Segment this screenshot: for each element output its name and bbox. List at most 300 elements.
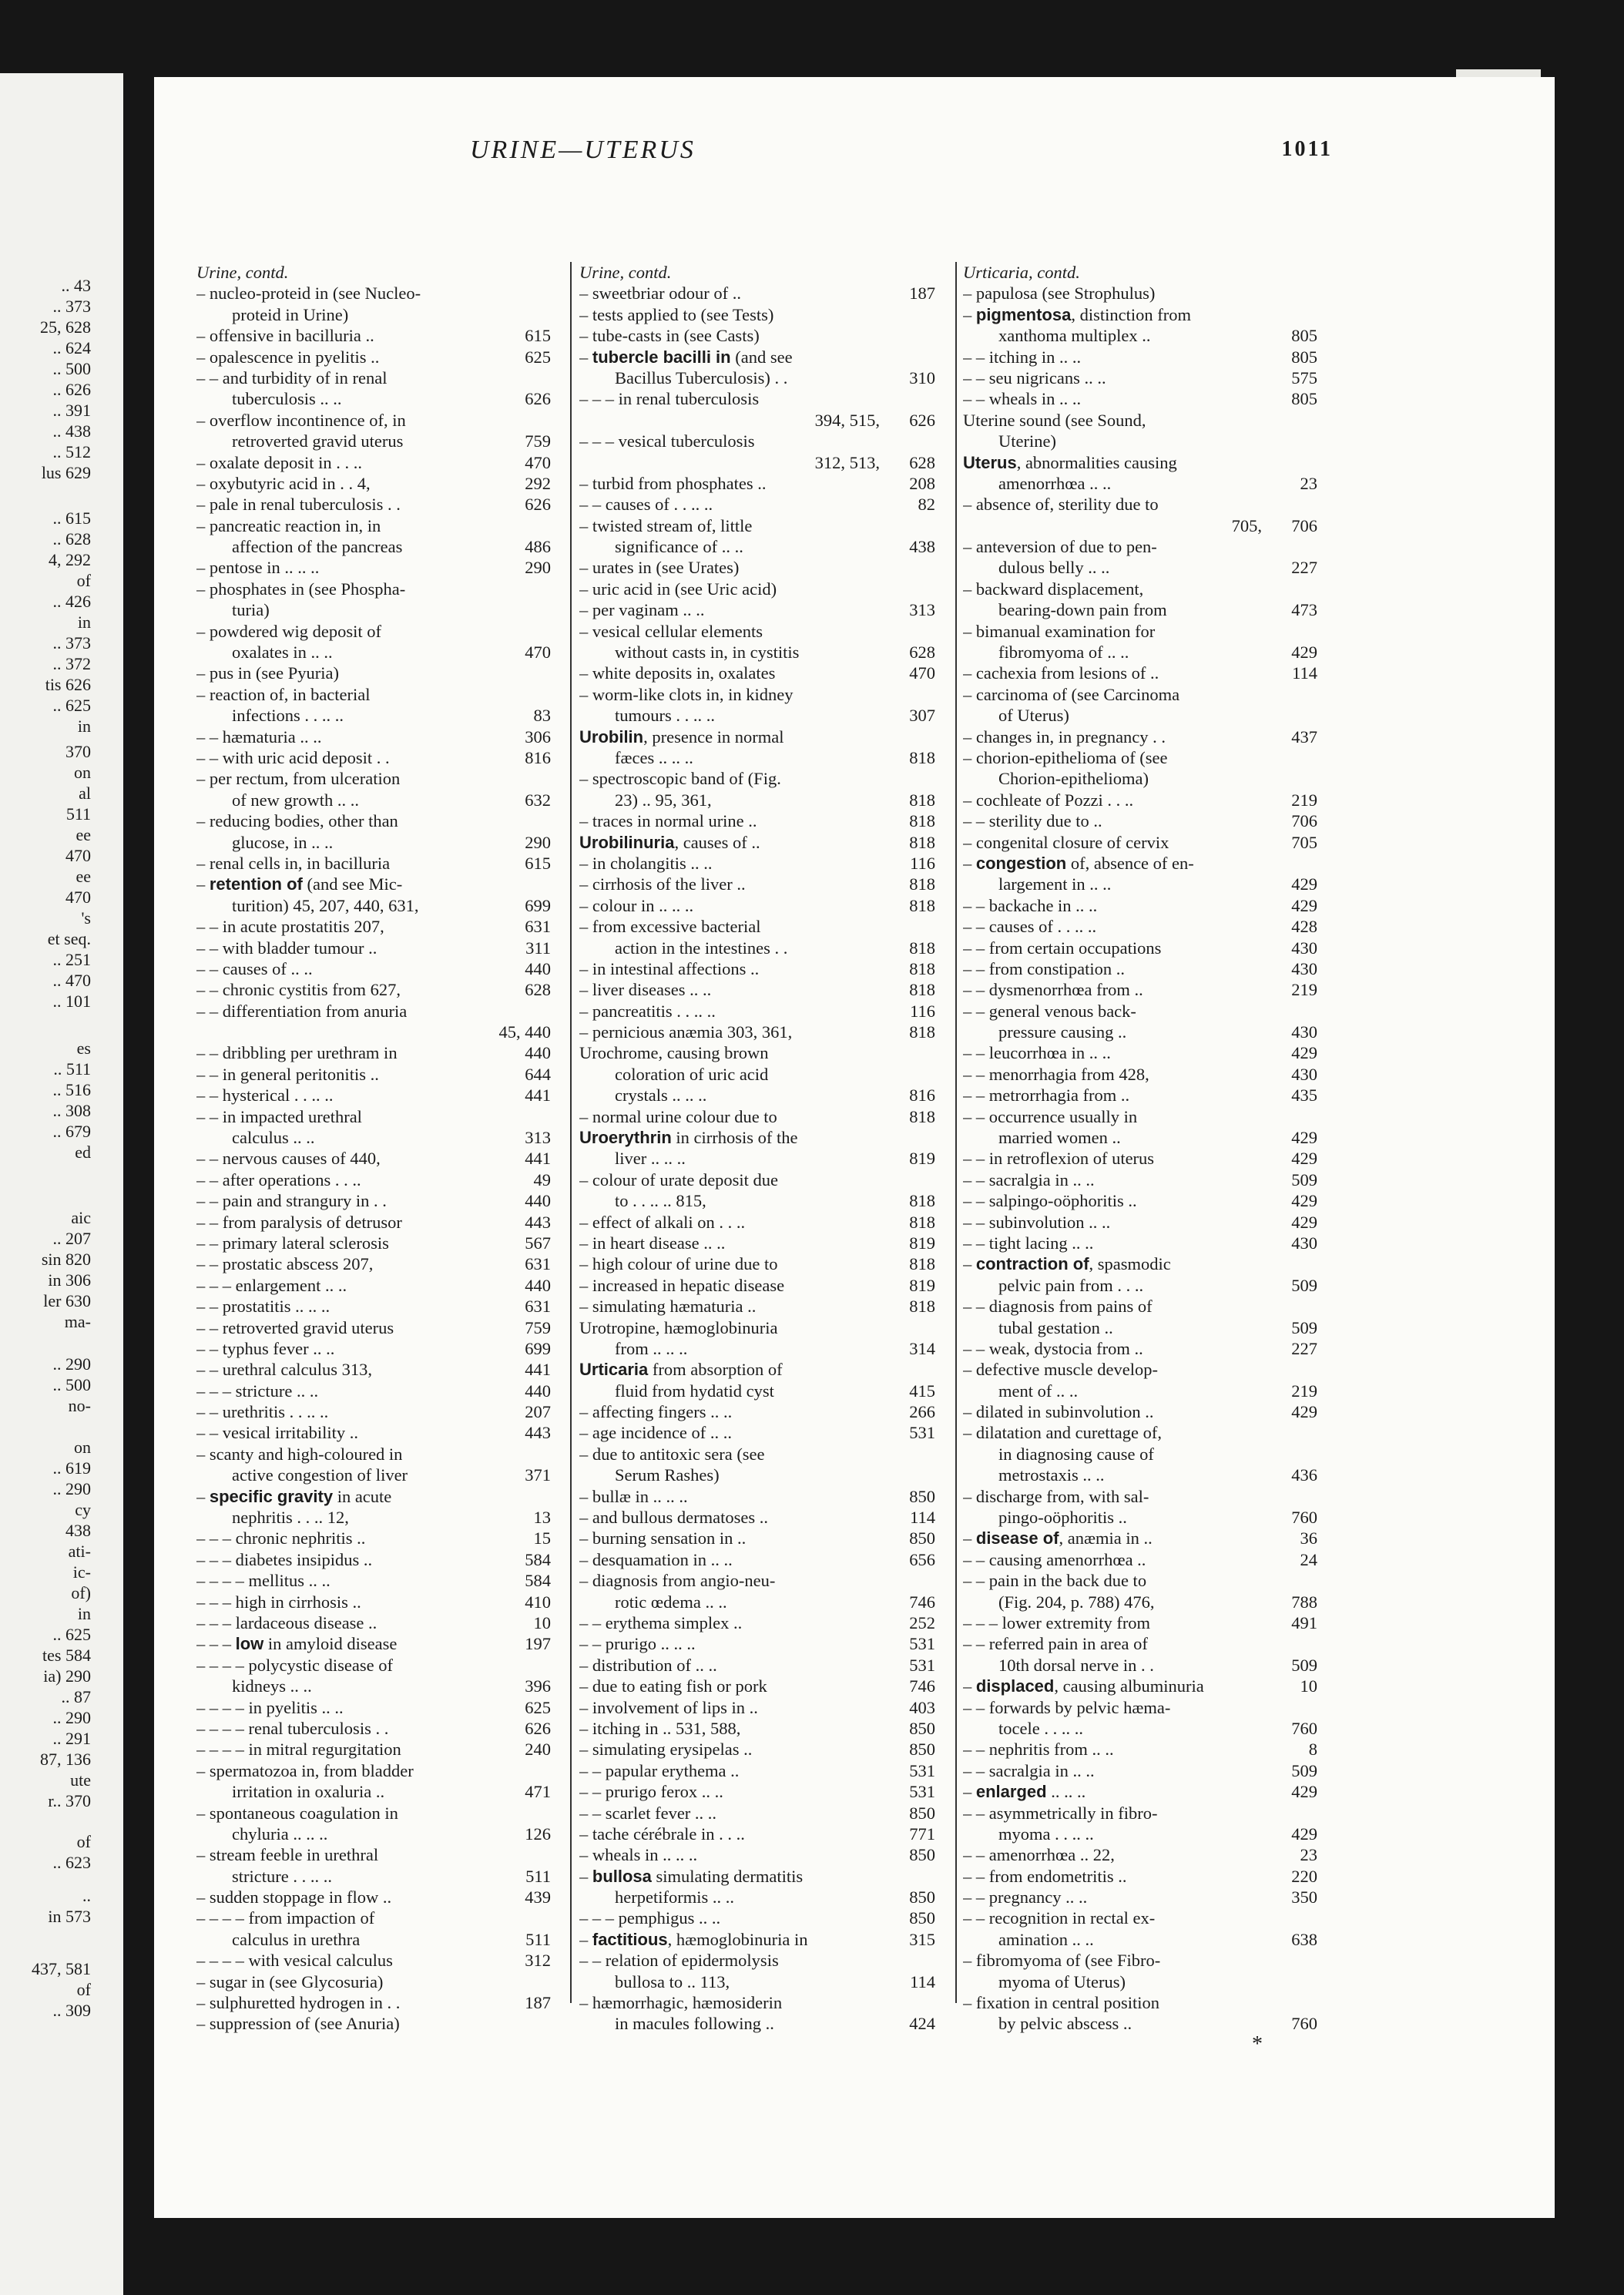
entry-text: – – – – polycystic disease of [196,1655,393,1675]
entry-text: – simulating hæmaturia .. [579,1297,757,1317]
entry-text: in diagnosing cause of [998,1444,1154,1464]
entry-text: – – – enlargement .. .. [196,1275,347,1295]
entry-page-ref: 429 [1291,1191,1317,1211]
entry-text: – – – pemphigus .. .. [579,1908,721,1928]
entry-text: – – causes of . . .. .. [963,917,1097,937]
entry-text: – normal urine colour due to [579,1106,777,1126]
index-entry [196,1106,551,1127]
index-entry [579,790,935,810]
entry-text: – cochleate of Pozzi . . .. [963,790,1134,810]
entry-text: – – diagnosis from pains of [963,1297,1153,1317]
prev-page-fragment: 4, 292 [49,550,91,569]
entry-text: – – sacralgia in .. .. [963,1760,1095,1780]
entry-page-ref: 8 [1308,1740,1317,1760]
entry-text: to . . .. .. 815, [615,1191,706,1211]
entry-page-ref: 531 [909,1655,935,1675]
index-entry [196,1022,551,1042]
entry-text: Urobilin, presence in normal [579,726,784,747]
entry-page-ref: 819 [909,1233,935,1253]
index-entry [196,388,551,409]
entry-page-ref: 429 [1291,874,1317,894]
entry-text: tuberculosis .. .. [232,389,342,409]
entry-page-ref: 818 [909,895,935,915]
index-entry [963,388,1317,409]
prev-page-fragment: .. 623 [52,1853,91,1872]
prev-page-fragment: ma- [64,1312,91,1331]
entry-text: – – causes of .. .. [196,958,313,978]
index-entry [579,1803,935,1824]
index-entry [963,790,1317,810]
prev-page-fragment: .. 626 [52,380,91,399]
entry-page-ref: 584 [525,1571,551,1591]
entry-text: – burning sensation in .. [579,1528,747,1548]
index-entry [963,452,1317,473]
entry-text: – effect of alkali on . . .. [579,1212,746,1232]
entry-text: – discharge from, with sal- [963,1486,1149,1506]
index-entry [196,515,551,536]
continued-heading [579,262,935,283]
entry-text: – fibromyoma of (see Fibro- [963,1951,1161,1971]
entry-text: liver .. .. .. [615,1149,686,1169]
entry-page-ref: 615 [525,326,551,346]
index-entry [196,1042,551,1063]
entry-text: pelvic pain from . . .. [998,1275,1144,1295]
entry-text: – – – high in cirrhosis .. [196,1592,361,1612]
entry-text: – – wheals in .. .. [963,389,1082,409]
index-entry [196,1570,551,1591]
entry-page-ref: 219 [1291,980,1317,1000]
continued-heading-text: Urine, contd. [196,263,289,282]
index-entry [963,768,1317,789]
prev-page-fragment: 87, 136 [40,1750,91,1769]
entry-text: chyluria .. .. .. [232,1824,328,1844]
entry-text: – bullæ in .. .. .. [579,1486,688,1506]
entry-text: rotic œdema .. .. [615,1592,727,1612]
index-entry [196,1169,551,1190]
entry-text: Uroerythrin in cirrhosis of the [579,1128,798,1148]
entry-text: – nucleo-proteid in (see Nucleo- [196,284,421,304]
index-entry [196,916,551,937]
entry-text: – – – chronic nephritis .. [196,1528,366,1548]
entry-page-ref: 49 [533,1169,551,1189]
entry-text: – – – – from impaction of [196,1908,375,1928]
index-entry [963,1570,1317,1591]
index-entry [196,557,551,578]
index-entry [579,1612,935,1633]
index-entry [579,938,935,958]
entry-text: married women .. [998,1128,1121,1148]
index-entry [196,832,551,853]
prev-page-fragment: tis 626 [45,675,91,694]
index-entry [196,579,551,599]
index-entry [196,1401,551,1422]
prev-page-fragment: cy [75,1500,91,1519]
index-entry [579,874,935,894]
entry-text: – contraction of, spasmodic [963,1254,1171,1274]
entry-page-ref: 656 [909,1549,935,1569]
entry-page-ref: 638 [1291,1929,1317,1949]
index-entry [579,1844,935,1865]
entry-text: tubal gestation .. [998,1317,1113,1337]
prev-page-fragment: of [76,1832,91,1851]
prev-page-fragment: sin 820 [41,1250,91,1269]
prev-page-fragment: in 573 [48,1907,91,1926]
index-entry [963,1422,1317,1443]
entry-text: – scanty and high-coloured in [196,1444,403,1464]
index-entry [196,325,551,346]
entry-text: – hæmorrhagic, hæmosiderin [579,1993,783,2013]
prev-page-fragment: .. 372 [52,654,91,673]
index-entry [196,1001,551,1022]
entry-text: – in cholangitis .. .. [579,853,713,873]
entry-page-ref: 10 [1300,1676,1317,1696]
entry-page-ref: 509 [1291,1169,1317,1189]
index-entry [963,979,1317,1000]
prev-page-fragment: r.. 370 [48,1791,91,1810]
index-entry [196,1633,551,1654]
entry-page-ref: 511 [525,1929,551,1949]
entry-page-ref: 850 [909,1845,935,1865]
prev-page-fragment: .. 470 [52,971,91,990]
index-entry [579,1401,935,1422]
entry-text: proteid in Urine) [232,304,349,324]
index-entry [579,304,935,325]
index-entry [579,705,935,726]
entry-text: Urobilinuria, causes of .. [579,832,760,852]
index-entry [963,1592,1317,1612]
index-entry [579,1486,935,1507]
index-entry [963,1697,1317,1718]
entry-text: – pigmentosa, distinction from [963,304,1191,324]
index-entry [579,388,935,409]
entry-text: turition) 45, 207, 440, 631, [232,895,419,915]
entry-page-ref: 114 [910,1508,935,1528]
prev-page-fragment: in [77,612,91,632]
entry-text: – – backache in .. .. [963,895,1098,915]
entry-page-ref: 440 [525,958,551,978]
index-entry [196,705,551,726]
index-entry [963,1824,1317,1844]
entry-page-ref: 429 [1291,1128,1317,1148]
entry-page-ref: 312 [525,1951,551,1971]
entry-text: fibromyoma of .. .. [998,643,1129,663]
index-entry [963,1233,1317,1253]
entry-text: – – erythema simplex .. [579,1613,743,1632]
index-entry [963,1803,1317,1824]
index-entry [963,1022,1317,1042]
entry-page-ref: 818 [909,980,935,1000]
entry-page-ref: 788 [1291,1592,1317,1612]
page-title: URINE—UTERUS [470,136,696,164]
index-entry [579,1549,935,1570]
prev-page-fragment: .. 625 [52,1625,91,1644]
entry-text: – displaced, causing albuminuria [963,1676,1204,1696]
entry-text: – – chronic cystitis from 627, [196,980,401,1000]
prev-page-fragment: .. 426 [52,592,91,611]
index-entry [579,1760,935,1781]
index-entry [196,1064,551,1085]
index-entry [196,1465,551,1485]
index-entry [579,1106,935,1127]
prev-page-fragment: of) [71,1583,91,1602]
prev-page-fragment: no- [68,1396,91,1415]
index-entry [963,304,1317,325]
index-entry [196,874,551,894]
index-entry [963,325,1317,346]
index-entry [196,1697,551,1718]
index-entry [579,1275,935,1296]
index-entry [579,1190,935,1211]
entry-page-ref: 805 [1291,326,1317,346]
entry-page-ref: 760 [1291,2014,1317,2034]
prev-page-fragment: 's [81,908,91,928]
previous-page-edge [0,73,123,2295]
index-entry [579,599,935,620]
index-entry [196,1866,551,1887]
entry-text: – uric acid in (see Uric acid) [579,579,777,599]
entry-text: coloration of uric acid [615,1064,769,1084]
entry-page-ref: 746 [909,1592,935,1612]
index-entry [963,1866,1317,1887]
entry-page-ref: 818 [909,790,935,810]
entry-page-ref: 187 [909,284,935,304]
entry-text: – disease of, anæmia in .. [963,1528,1153,1548]
entry-text: – simulating erysipelas .. [579,1740,753,1760]
entry-page-ref: 699 [525,895,551,915]
index-entry [963,1781,1317,1802]
index-entry [579,579,935,599]
index-entry [196,938,551,958]
entry-text: – – weak, dystocia from .. [963,1338,1143,1358]
index-entry [579,452,935,473]
entry-text: – – from endometritis .. [963,1866,1127,1886]
entry-page-ref: 219 [1291,1381,1317,1401]
entry-page-ref: 371 [525,1465,551,1485]
index-entry [579,1042,935,1063]
prev-page-fragment: .. 624 [52,338,91,357]
entry-text: – urates in (see Urates) [579,558,740,578]
index-entry [579,1253,935,1274]
entry-page-ref: 531 [909,1782,935,1802]
entry-page-ref: 307 [909,706,935,726]
index-entry [579,1317,935,1338]
entry-page-ref: 818 [909,958,935,978]
entry-page-ref: 430 [1291,1022,1317,1042]
index-entry [579,367,935,388]
entry-text: – spectroscopic band of (Fig. [579,769,781,789]
prev-page-fragment: in [77,1604,91,1623]
entry-text: – – – diabetes insipidus .. [196,1549,373,1569]
index-entry [963,1739,1317,1760]
entry-text: Chorion-epithelioma) [998,769,1149,789]
index-entry [196,1844,551,1865]
entry-page-ref: 531 [909,1760,935,1780]
index-entry [963,1064,1317,1085]
prev-page-fragment: in 306 [48,1270,91,1290]
entry-text: myoma of Uterus) [998,1971,1126,1991]
entry-page-ref: 290 [525,558,551,578]
entry-text: – per rectum, from ulceration [196,769,401,789]
entry-text: – – – lardaceous disease .. [196,1613,377,1632]
index-entry [579,642,935,663]
entry-text: 394, 515, [814,410,880,430]
entry-page-ref: 187 [525,1993,551,2013]
index-entry [196,1592,551,1612]
entry-page-ref: 818 [909,1106,935,1126]
entry-text: – sugar in (see Glycosuria) [196,1971,384,1991]
entry-page-ref: 441 [525,1360,551,1380]
entry-text: of new growth .. .. [232,790,359,810]
entry-page-ref: 266 [909,1402,935,1422]
entry-page-ref: 440 [525,1381,551,1401]
entry-text: – worm-like clots in, in kidney [579,684,794,704]
index-entry [196,367,551,388]
index-entry [963,557,1317,578]
entry-text: – specific gravity in acute [196,1486,392,1506]
entry-text: – – prostatitis .. .. .. [196,1297,331,1317]
entry-text: dulous belly .. .. [998,558,1110,578]
index-entry [579,1085,935,1106]
entry-page-ref: 424 [909,2014,935,2034]
entry-page-ref: 306 [525,726,551,747]
index-entry [579,347,935,367]
entry-text: – – in retroflexion of uterus [963,1149,1155,1169]
index-entry [963,1950,1317,1971]
index-entry [963,1971,1317,1992]
entry-text: Urticaria from absorption of [579,1360,783,1380]
entry-text: – age incidence of .. .. [579,1423,733,1443]
entry-text: – colour in .. .. .. [579,895,694,915]
entry-text: – cirrhosis of the liver .. [579,874,746,894]
index-entry [963,1190,1317,1211]
index-entry [196,1381,551,1401]
index-entry [579,536,935,557]
entry-page-ref: 509 [1291,1317,1317,1337]
index-entry [196,1992,551,2013]
entry-text: bullosa to .. 113, [615,1971,730,1991]
entry-page-ref: 440 [525,1043,551,1063]
entry-text: – high colour of urine due to [579,1254,778,1274]
entry-page-ref: 440 [525,1275,551,1295]
entry-text: – carcinoma of (see Carcinoma [963,684,1180,704]
entry-page-ref: 197 [525,1634,551,1654]
index-entry [963,621,1317,642]
entry-text: – – urethritis . . .. .. [196,1402,329,1422]
prev-page-fragment: .. 679 [52,1122,91,1141]
entry-text: – – – – in mitral regurgitation [196,1740,401,1760]
index-entry [579,895,935,916]
index-entry [579,1507,935,1528]
index-entry [196,1212,551,1233]
entry-page-ref: 430 [1291,938,1317,958]
prev-page-fragment: .. 87 [61,1687,91,1706]
entry-page-ref: 438 [909,537,935,557]
entry-page-ref: 436 [1291,1465,1317,1485]
index-entry [579,1022,935,1042]
index-entry [196,810,551,831]
entry-text: – dilated in subinvolution .. [963,1402,1154,1422]
entry-text: – – differentiation from anuria [196,1001,408,1021]
entry-page-ref: 805 [1291,389,1317,409]
entry-text: affection of the pancreas [232,537,403,557]
index-entry [579,1148,935,1169]
entry-text: – – in impacted urethral [196,1106,362,1126]
entry-page-ref: 440 [525,1191,551,1211]
entry-text: xanthoma multiplex .. [998,326,1151,346]
entry-text: – – nervous causes of 440, [196,1149,381,1169]
entry-text: – – – – with vesical calculus [196,1951,393,1971]
entry-text: – fixation in central position [963,1993,1159,2013]
index-entry [963,810,1317,831]
entry-text: amenorrhœa .. .. [998,473,1112,493]
entry-text: – bullosa simulating dermatitis [579,1866,804,1886]
prev-page-fragment: ler 630 [43,1291,91,1310]
prev-page-fragment: .. 101 [52,991,91,1011]
entry-page-ref: 310 [909,367,935,388]
entry-page-ref: 509 [1291,1655,1317,1675]
index-entry [196,1907,551,1928]
index-entry [963,1465,1317,1485]
index-entry [196,1190,551,1211]
prev-page-fragment: .. 511 [53,1059,91,1079]
entry-text: action in the intestines . . [615,938,788,958]
prev-page-fragment: .. 373 [52,297,91,316]
index-entry [196,431,551,451]
footer-mark: * [1252,2032,1263,2056]
entry-page-ref: 207 [525,1402,551,1422]
entry-text: – – primary lateral sclerosis [196,1233,389,1253]
entry-page-ref: 531 [909,1423,935,1443]
index-entry [963,536,1317,557]
index-entry [579,1992,935,2013]
prev-page-fragment: .. 391 [52,401,91,420]
entry-text: – – menorrhagia from 428, [963,1064,1149,1084]
entry-page-ref: 628 [525,980,551,1000]
prev-page-fragment: 470 [65,887,91,907]
index-entry [196,1760,551,1781]
prev-page-fragment: ed [75,1142,91,1162]
prev-page-fragment: .. 500 [52,1375,91,1394]
index-entry [963,494,1317,515]
prev-page-fragment: ia) 290 [43,1666,91,1686]
index-entry [579,621,935,642]
entry-text: – in intestinal affections .. [579,958,760,978]
index-entry [196,1253,551,1274]
entry-text: – vesical cellular elements [579,621,763,641]
entry-text: – – relation of epidermolysis [579,1951,779,1971]
entry-text: myoma . . .. .. [998,1824,1094,1844]
index-entry [579,1444,935,1465]
entry-text: – – recognition in rectal ex- [963,1908,1156,1928]
index-entry [196,958,551,979]
prev-page-fragment: 511 [65,804,91,824]
entry-page-ref: 430 [1291,958,1317,978]
index-entry [963,726,1317,747]
entry-text: – – general venous back- [963,1001,1136,1021]
entry-text: – – nephritis from .. .. [963,1740,1114,1760]
entry-page-ref: 114 [910,1971,935,1991]
prev-page-fragment: ic- [72,1562,91,1582]
prev-page-fragment: .. 207 [52,1229,91,1248]
index-entry [963,1401,1317,1422]
entry-page-ref: 23 [1300,473,1317,493]
entry-page-ref: 818 [909,874,935,894]
entry-text: – – sacralgia in .. .. [963,1169,1095,1189]
entry-text: – – sterility due to .. [963,811,1102,831]
entry-page-ref: 771 [909,1824,935,1844]
index-column-1 [196,262,551,2057]
prev-page-fragment: 437, 581 [32,1959,91,1978]
